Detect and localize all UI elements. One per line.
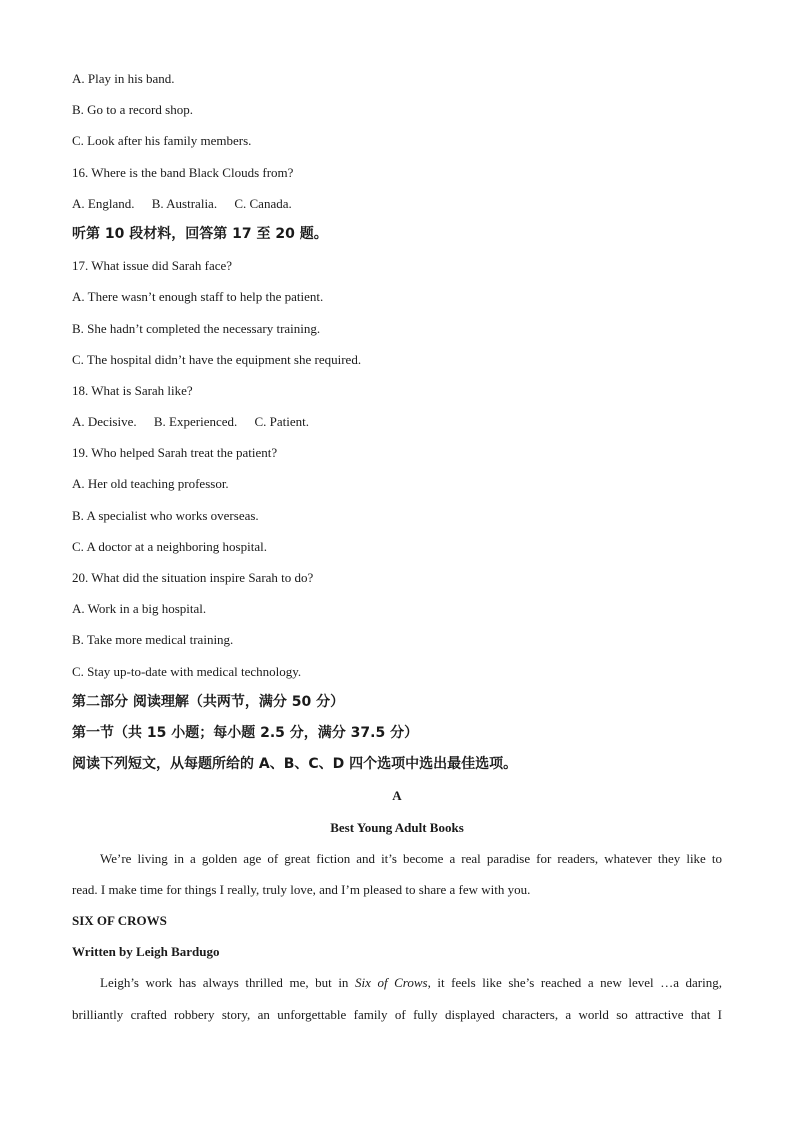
q17-option-a: A. There wasn’t enough staff to help the patient. xyxy=(72,289,324,305)
q18-question: 18. What is Sarah like? xyxy=(72,382,193,398)
q17-option-c: C. The hospital didn’t have the equipment she required. xyxy=(72,351,362,367)
q15-option-b: B. Go to a record shop. xyxy=(72,102,193,118)
q17-question: 17. What issue did Sarah face? xyxy=(72,258,233,274)
q20-option-c: C. Stay up-to-date with medical technology. xyxy=(72,663,302,679)
q19-option-a: A. Her old teaching professor. xyxy=(72,476,229,492)
book1-line2: brilliantly crafted robbery story, an unforgettable family of fully displayed characters, a world so attractive that I xyxy=(72,1006,722,1022)
q20-option-b: B. Take more medical training. xyxy=(72,632,234,648)
q18-options xyxy=(72,406,722,437)
passage-title: Best Young Adult Books xyxy=(330,819,464,835)
part2-title: 第二部分 阅读理解（共两节，满分 50 分） xyxy=(72,693,345,710)
book1-line1-post: , it feels like she’s reached a new level …a daring, xyxy=(427,975,722,991)
q19-option-c: C. A doctor at a neighboring hospital. xyxy=(72,538,267,554)
q16-option-c: C. Canada. xyxy=(234,195,292,211)
passage-intro-line2: read. I make time for things I really, truly love, and I’m pleased to share a few with you. xyxy=(72,881,531,897)
book1-author: Written by Leigh Bardugo xyxy=(72,944,220,960)
q19-option-b: B. A specialist who works overseas. xyxy=(72,507,259,523)
book1-line1-pre: Leigh’s work has always thrilled me, but in xyxy=(100,975,355,991)
q15-option-a: A. Play in his band. xyxy=(72,71,175,86)
q20-question: 20. What did the situation inspire Sarah to do? xyxy=(72,570,314,585)
part2-section1: 第一节（共 15 小题；每小题 2.5 分，满分 37.5 分） xyxy=(72,724,419,741)
document-page xyxy=(72,63,722,1030)
part2-instruction: 阅读下列短文，从每题所给的 A、B、C、D 四个选项中选出最佳选项。 xyxy=(72,756,518,773)
book1-line1-italic: Six of Crows xyxy=(355,975,428,991)
q16-option-b: B. Australia. xyxy=(151,195,218,211)
q18-option-a: A. Decisive. xyxy=(72,414,137,430)
book1-title: SIX OF CROWS xyxy=(72,913,167,929)
q20-option-a: A. Work in a big hospital. xyxy=(72,601,207,617)
q17-option-b: B. She hadn’t completed the necessary training. xyxy=(72,320,321,336)
q15-option-c: C. Look after his family members. xyxy=(72,133,252,149)
q16-question: 16. Where is the band Black Clouds from? xyxy=(72,164,294,180)
section10-instruction: 听第 10 段材料，回答第 17 至 20 题。 xyxy=(72,225,328,242)
passage-intro-line1: We’re living in a golden age of great fiction and it’s become a real paradise for readers, whatever they like to xyxy=(100,850,722,866)
book1-line1 xyxy=(72,967,722,998)
q18-option-c: C. Patient. xyxy=(254,414,310,430)
q16-option-a: A. England. xyxy=(72,195,135,211)
passage-letter: A xyxy=(392,788,402,804)
q19-question: 19. Who helped Sarah treat the patient? xyxy=(72,445,278,461)
q18-option-b: B. Experienced. xyxy=(153,414,238,430)
q16-options xyxy=(72,188,722,219)
